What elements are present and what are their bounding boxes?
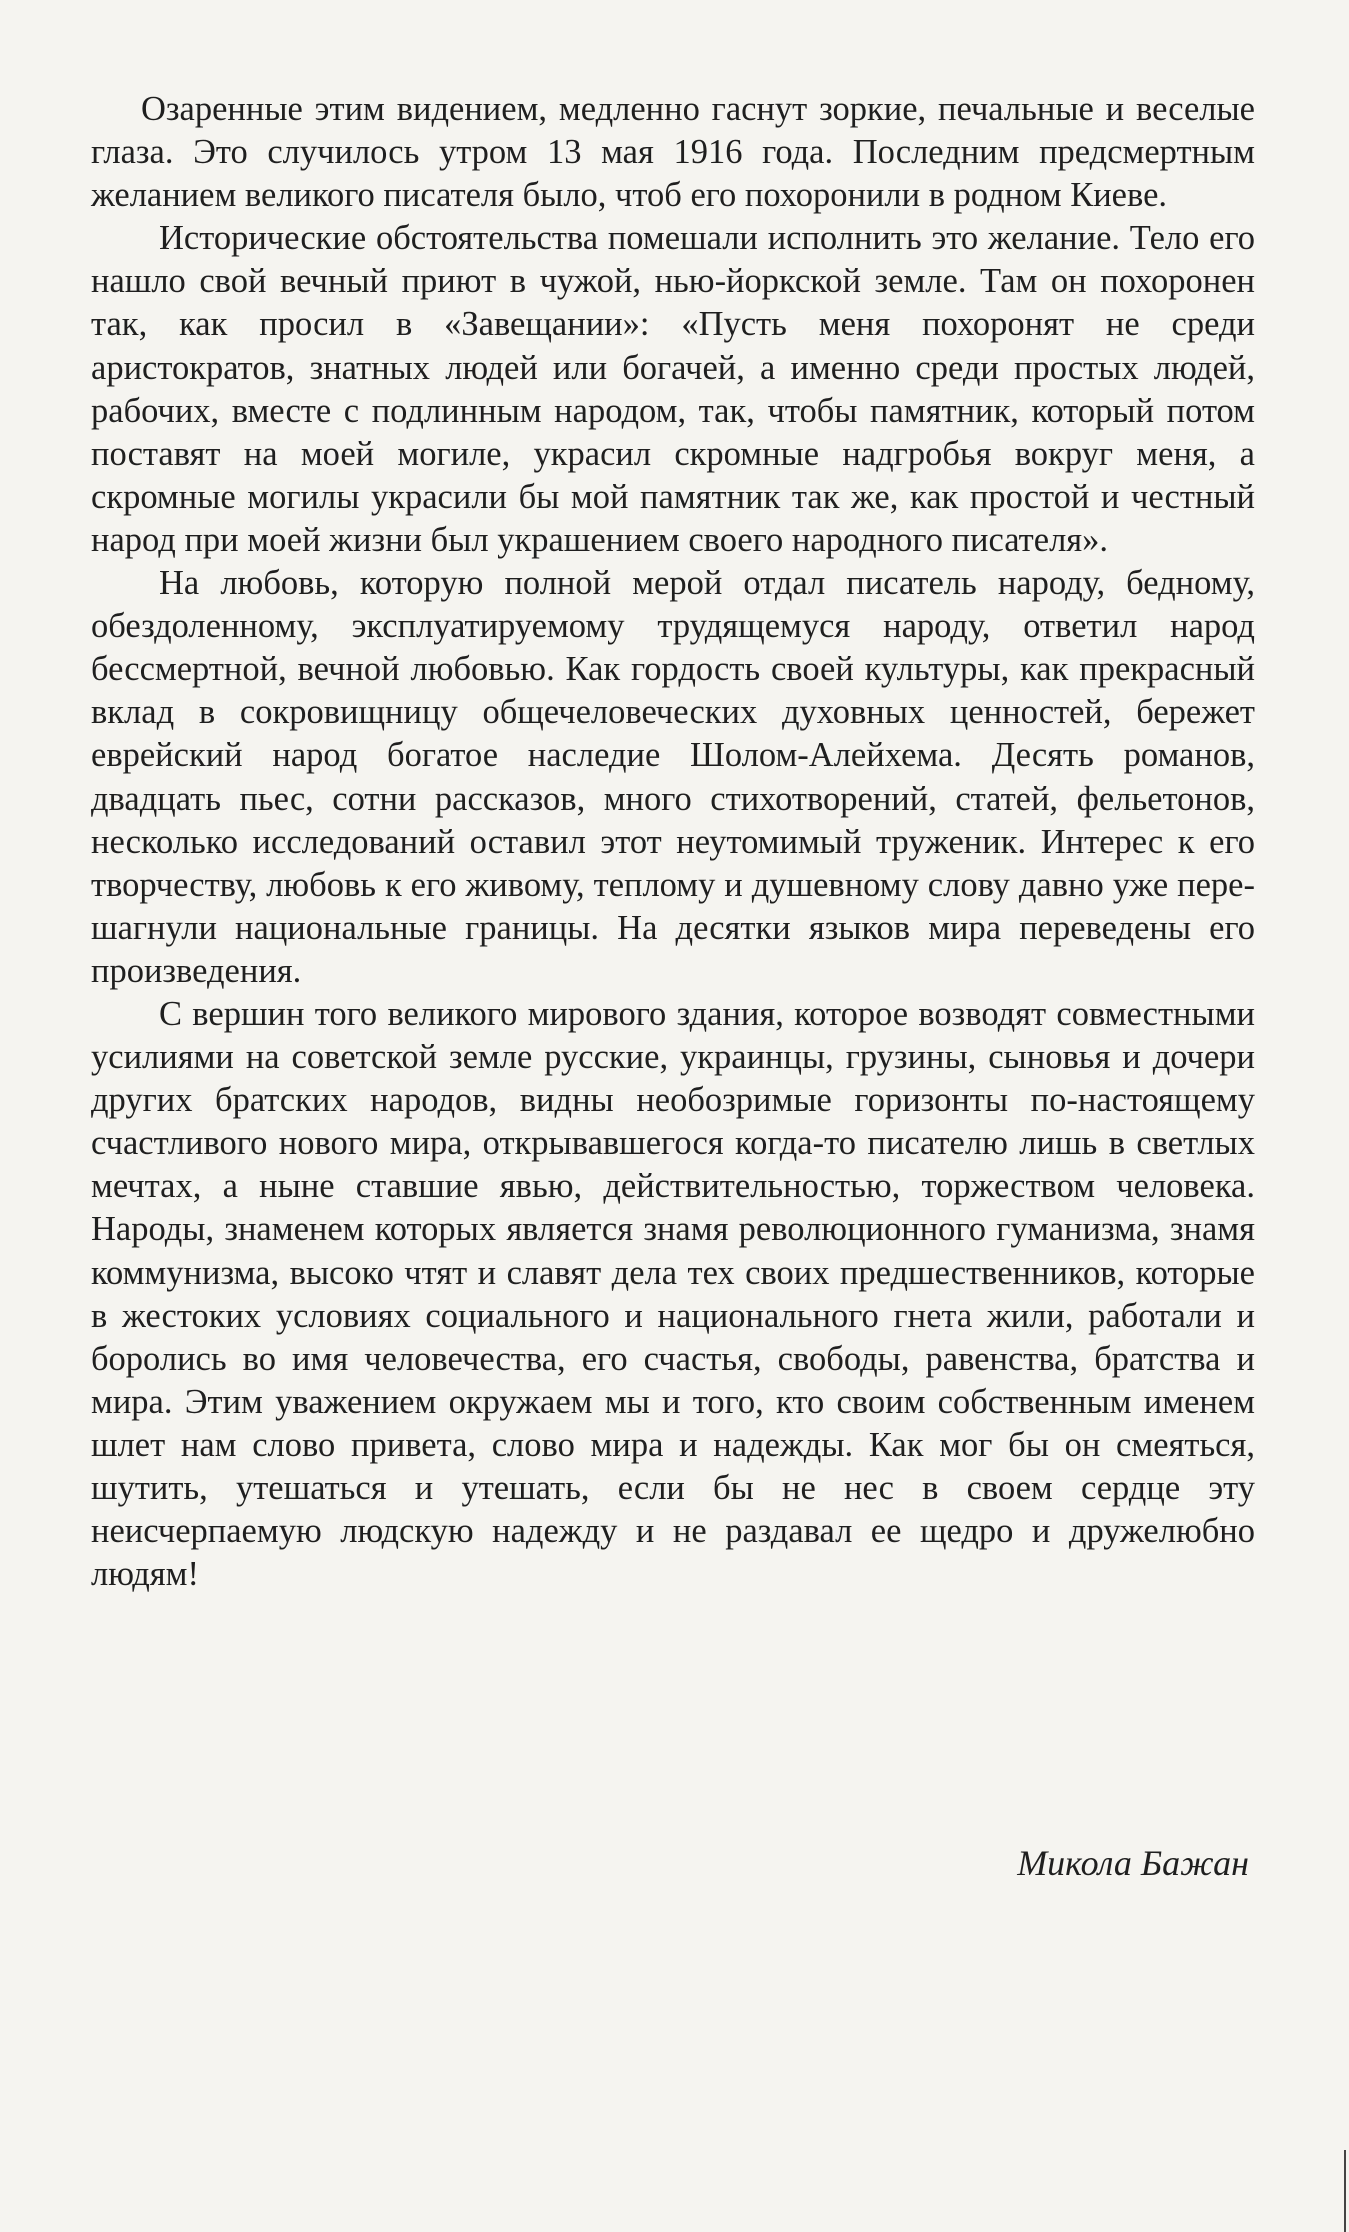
- author-signature: Микола Бажан: [1017, 1843, 1249, 1883]
- paragraph-2: Исторические обстоятельства помешали исполнить это желание. Тело его нашло свой вечный приют в чужой, нью-йоркской земле. Там он похоронен так, как просил в «Завещании»: «Пусть меня похоронят не среди аристократов, знатных людей или богачей, а именно среди простых людей, рабочих, вместе с подлинным народом, так, чтобы памятник, который потом поставят на моей могиле, украсил скромные надгробья вокруг меня, а скромные могилы украсили бы мой памятник так же, как простой и честный народ при моей жизни был украшением своего народного писателя».: [91, 219, 1255, 559]
- paragraph-3: На любовь, которую полной мерой отдал писатель народу, бедному, обездоленному, эксплуатируемому трудящемуся народу, ответил народ бессмертной, вечной любовью. Как гордость своей культуры, как прекрасный вклад в сокровищницу общечеловеческих духовных ценностей, бережет еврейский народ богатое наследие Шолом-Алейхема. Десять романов, двадцать пьес, сотни рассказов, много стихотворений, статей, фельетонов, несколько исследований оставил этот неутомимый труженик. Интерес к его творчеству, любовь к его живому, теплому и душевному слову давно уже перешагнули национальные границы. На десятки языков мира переведены его произведения.: [91, 564, 1255, 990]
- page-edge-line: [1344, 2150, 1346, 2232]
- paragraph-4: С вершин того великого мирового здания, которое возводят совместными усилиями на советской земле русские, украинцы, грузины, сыновья и дочери других братских народов, видны необозримые горизонты по-настоящему счастливого нового мира, открывавшегося когда-то писателю лишь в светлых мечтах, а ныне ставшие явью, действительностью, торжеством человека. Народы, знаменем которых является знамя революционного гуманизма, знамя коммунизма, высоко чтят и славят дела тех своих предшественников, которые в жестоких условиях социального и национального гнета жили, работали и боролись во имя человечества, его счастья, свободы, равенства, братства и мира. Этим уважением окружаем мы и того, кто своим собственным именем шлет нам слово привета, слово мира и надежды. Как мог бы он смеяться, шутить, утешаться и утешать, если бы не нес в своем сердце эту неисчерпаемую людскую надежду и не раздавал ее щедро и дружелюбно людям!: [91, 994, 1255, 1594]
- article-body: [91, 88, 1255, 1596]
- paragraph-1: Озаренные этим видением, медленно гаснут зоркие, печальные и веселые глаза. Это случилось утром 13 мая 1916 года. Последним предсмертным желанием великого писателя было, чтоб его похоронили в родном Киеве.: [91, 90, 1255, 215]
